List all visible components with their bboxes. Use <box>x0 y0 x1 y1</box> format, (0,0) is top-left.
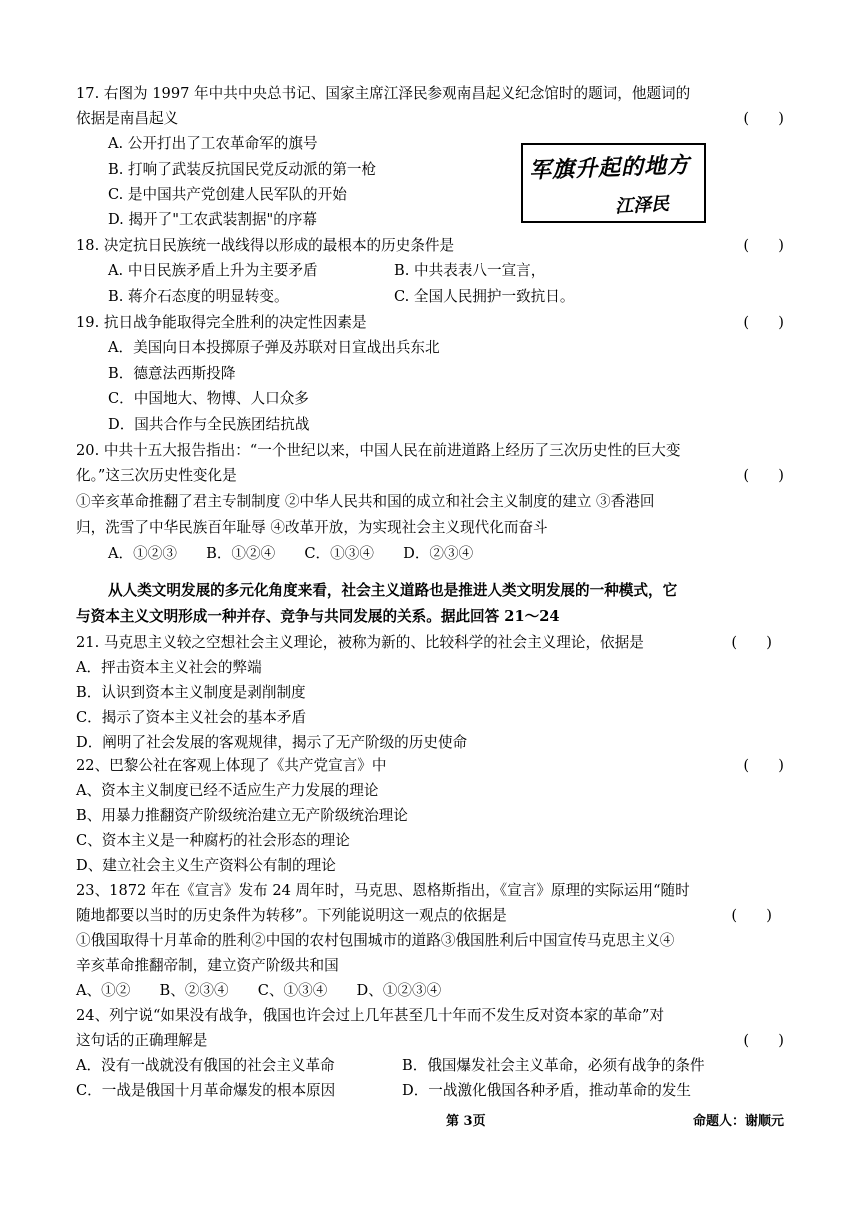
options-row: C．一战是俄国十月革命爆发的根本原因 D．一战激化俄国各种矛盾，推动革命的发生 <box>76 1082 691 1099</box>
question-24-stem-cont: 这句话的正确理解是 ( ) <box>0 1028 860 1053</box>
answer-paren: ( ) <box>743 110 784 127</box>
answer-paren: ( ) <box>743 314 784 331</box>
answer-paren: ( ) <box>731 634 772 651</box>
option-d: D、建立社会主义生产资料公有制的理论 <box>76 857 336 874</box>
option-b: B. 打响了武装反抗国民党反动派的第一枪 <box>108 161 377 178</box>
option-a: A、资本主义制度已经不适应生产力发展的理论 <box>76 782 379 799</box>
option-a: A．美国向日本投掷原子弹及苏联对日宣战出兵东北 <box>108 339 440 356</box>
question-19-stem: 19. 抗日战争能取得完全胜利的决定性因素是 ( ) <box>0 310 860 335</box>
question-23-stem: 23、1872 年在《宣言》发布 24 周年时，马克思、恩格斯指出，《宣言》原理的实际运用“随时 <box>76 882 690 899</box>
question-20-items-cont: 归，洗雪了中华民族百年耻辱 ④改革开放，为实现社会主义现代化而奋斗 <box>76 519 548 536</box>
question-23-items: ①俄国取得十月革命的胜利②中国的农村包围城市的道路③俄国胜利后中国宣传马克思主义④ <box>76 932 675 949</box>
question-23-stem-cont: 随地都要以当时的历史条件为转移”。下列能说明这一观点的依据是 ( ) <box>0 903 860 928</box>
page-number: 第 3页 <box>446 1114 486 1129</box>
options-row: A、①② B、②③④ C、①③④ D、①②③④ <box>76 982 442 999</box>
question-20-stem: 20. 中共十五大报告指出：“一个世纪以来，中国人民在前进道路上经历了三次历史性的巨大变 <box>76 442 681 459</box>
question-23-items-cont: 辛亥革命推翻帝制，建立资产阶级共和国 <box>76 957 339 974</box>
question-21-stem: 21. 马克思主义较之空想社会主义理论，被称为新的、比较科学的社会主义理论，依据是 ( ) <box>0 630 860 655</box>
answer-paren: ( ) <box>743 757 784 774</box>
answer-paren: ( ) <box>731 907 772 924</box>
author-credit: 命题人：谢顺元 <box>692 1114 784 1129</box>
options-row: A．①②③ B．①②④ C．①③④ D．②③④ <box>108 545 474 562</box>
option-row: A. 中日民族矛盾上升为主要矛盾 B. 中共表表八一宣言， <box>108 262 546 279</box>
calligraphy-signature: 江泽民 <box>614 193 670 218</box>
option-c: C．中国地大、物博、人口众多 <box>108 390 309 407</box>
option-c: C. 是中国共产党创建人民军队的开始 <box>108 186 347 203</box>
option-b: B、用暴力推翻资产阶级统治建立无产阶级统治理论 <box>76 807 408 824</box>
question-24-stem: 24、列宁说“如果没有战争，俄国也许会过上几年甚至几十年而不发生反对资本家的革命”对 <box>76 1007 665 1024</box>
answer-paren: ( ) <box>743 237 784 254</box>
option-d: D．国共合作与全民族团结抗战 <box>108 416 310 433</box>
option-row: B. 蒋介石态度的明显转变。 C. 全国人民拥护一致抗日。 <box>108 288 575 305</box>
option-c: C．揭示了资本主义社会的基本矛盾 <box>76 709 307 726</box>
answer-paren: ( ) <box>743 1032 784 1049</box>
question-17-stem: 17. 右图为 1997 年中共中央总书记、国家主席江泽民参观南昌起义纪念馆时的题词，他题词的 <box>76 85 691 102</box>
passage-intro: 从人类文明发展的多元化角度来看，社会主义道路也是推进人类文明发展的一种模式，它 <box>108 582 678 599</box>
question-18-stem: 18. 决定抗日民族统一战线得以形成的最根本的历史条件是 ( ) <box>0 233 860 258</box>
question-22-stem: 22、巴黎公社在客观上体现了《共产党宣言》中 ( ) <box>0 753 860 778</box>
option-a: A．抨击资本主义社会的弊端 <box>76 659 262 676</box>
option-a: A. 公开打出了工农革命军的旗号 <box>108 135 318 152</box>
option-b: B．认识到资本主义制度是剥削制度 <box>76 684 306 701</box>
question-20-stem-cont: 化。”这三次历史性变化是 ( ) <box>0 463 860 488</box>
option-d: D. 揭开了"工农武装割据"的序幕 <box>108 211 318 228</box>
option-b: B．德意法西斯投降 <box>108 365 236 382</box>
option-d: D．阐明了社会发展的客观规律，揭示了无产阶级的历史使命 <box>76 734 468 751</box>
question-20-items: ①辛亥革命推翻了君主专制制度 ②中华人民共和国的成立和社会主义制度的建立 ③香港回 <box>76 493 655 510</box>
option-c: C、资本主义是一种腐朽的社会形态的理论 <box>76 832 350 849</box>
calligraphy-text: 军旗升起的地方 <box>528 152 691 184</box>
question-17-stem-cont: 依据是南昌起义 ( ) <box>0 106 860 131</box>
options-row: A．没有一战就没有俄国的社会主义革命 B．俄国爆发社会主义革命，必须有战争的条件 <box>76 1057 705 1074</box>
passage-intro-cont: 与资本主义文明形成一种并存、竞争与共同发展的关系。据此回答 21～24 <box>76 608 560 625</box>
answer-paren: ( ) <box>743 467 784 484</box>
